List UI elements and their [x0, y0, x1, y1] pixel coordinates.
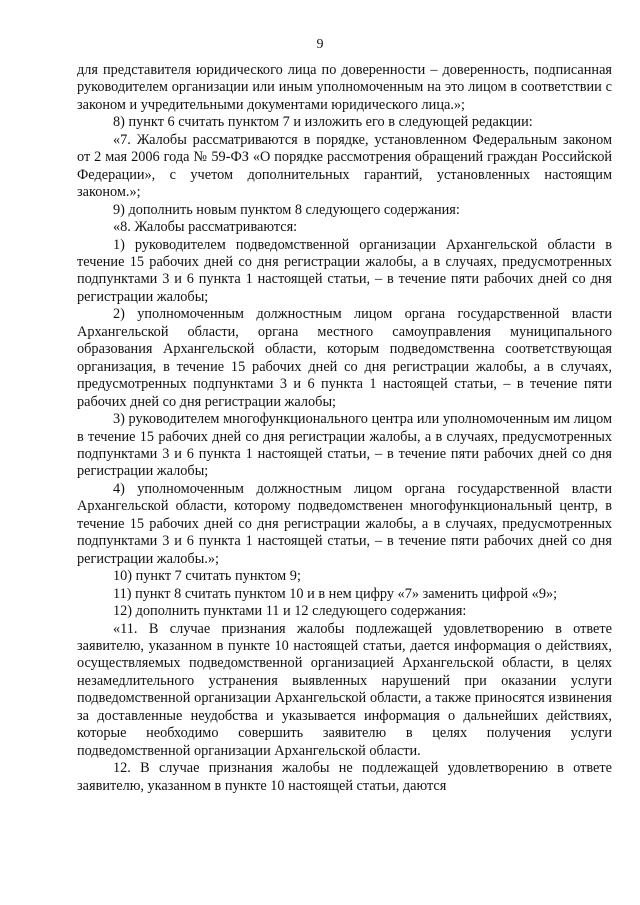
paragraph-clause-11: «11. В случае признания жалобы подлежащей удовлетворению в ответе заявителю, указанном в пункте 10 настоящей статьи, дается информация о действиях, осуществляемых подведомственной организацией Архангельской области, в целях незамедлительного устранения выявленных нарушений при оказании услуги подведомственной организации Архангельской области, а также приносятся извинения за доставленные неудобства и указывается информация о дальнейших действиях, которые необходимо совершить заявителю в целях получения услуги подведомственной организации Архангельской области. — [77, 620, 612, 759]
paragraph-subitem-4: 4) уполномоченным должностным лицом органа государственной власти Архангельской области, которому подведомственен многофункциональный центр, в течение 15 рабочих дней со дня регистрации жалобы, а в случаях, предусмотренных подпунктами 3 и 6 пункта 1 настоящей статьи, – в течение пяти рабочих дней со дня регистрации жалобы.»; — [77, 480, 612, 567]
page-number: 9 — [316, 37, 324, 52]
paragraph-subitem-1: 1) руководителем подведомственной организации Архангельской области в течение 15 рабочих дней со дня регистрации жалобы, а в случаях, предусмотренных подпунктами 3 и 6 пункта 1 настоящей статьи, – в течение пяти рабочих дней со дня регистрации жалобы; — [77, 236, 612, 305]
paragraph-item-8: 8) пункт 6 считать пунктом 7 и изложить его в следующей редакции: — [113, 114, 533, 131]
paragraph-item-12: 12) дополнить пунктами 11 и 12 следующего содержания: — [113, 603, 467, 620]
paragraph-item-10: 10) пункт 7 считать пунктом 9; — [113, 568, 301, 585]
paragraph-subitem-2: 2) уполномоченным должностным лицом органа государственной власти Архангельской области, органа местного самоуправления муниципального образования Архангельской области, которым подведомственна соответствующая организация, в течение 15 рабочих дней со дня регистрации жалобы, а в случаях, предусмотренных подпунктами 3 и 6 пункта 1 настоящей статьи, – в течение пяти рабочих дней со дня регистрации жалобы; — [77, 306, 612, 410]
paragraph-subitem-3: 3) руководителем многофункционального центра или уполномоченным им лицом в течение 15 рабочих дней со дня регистрации жалобы, а в случаях, предусмотренных подпунктами 3 и 6 пункта 1 настоящей статьи, – в течение пяти рабочих дней со дня регистрации жалобы; — [77, 411, 612, 480]
paragraph-clause-12: 12. В случае признания жалобы не подлежащей удовлетворению в ответе заявителю, указанном в пункте 10 настоящей статьи, даются — [77, 760, 612, 794]
paragraph-clause-8-intro: «8. Жалобы рассматриваются: — [113, 219, 298, 236]
paragraph-item-11: 11) пункт 8 считать пунктом 10 и в нем цифру «7» заменить цифрой «9»; — [113, 585, 558, 602]
paragraph-clause-7: «7. Жалобы рассматриваются в порядке, установленном Федеральным законом от 2 мая 2006 года № 59-ФЗ «О порядке рассмотрения обращений граждан Российской Федерации», с учетом дополнительных гарантий, установленных настоящим законом.»; — [77, 131, 612, 201]
paragraph-item-9: 9) дополнить новым пунктом 8 следующего содержания: — [113, 201, 460, 218]
document-body — [77, 62, 612, 795]
paragraph-continuation: для представителя юридического лица по доверенности – доверенность, подписанная руководителем организации или иным уполномоченным на это лицом в соответствии с законом и учредительными документами юридического лица.»; — [77, 62, 612, 113]
